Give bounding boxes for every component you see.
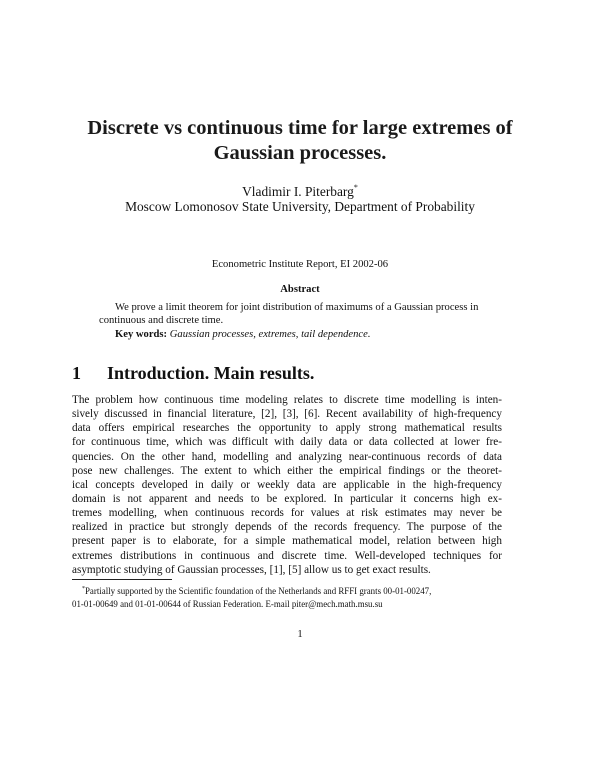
text-line: data offers empirical researches the opportunity to apply strong mathematical results — [72, 422, 502, 435]
report-number: Econometric Institute Report, EI 2002-06 — [211, 259, 389, 270]
text-line: realized in practice but strongly depends of the records frequency. The purpose of the — [72, 521, 502, 534]
keywords-list: Gaussian processes, extremes, tail dependence. — [169, 328, 371, 340]
page-number: 1 — [297, 629, 303, 640]
abstract-body — [99, 301, 501, 341]
abstract-heading: Abstract — [280, 284, 320, 295]
keywords-label: Key words: — [115, 328, 168, 340]
text-line: extremes distributions in continuous and discrete time. Well-developed techniques for — [72, 549, 502, 562]
footnote-divider — [72, 579, 172, 580]
text-line: The problem how continuous time modeling relates to discrete time modelling is inten- — [72, 394, 502, 406]
text-line: domain is not apparent and needs to be explored. In particular it concerns high ex- — [72, 492, 502, 505]
text-line: present paper is to elaborate, for a simple mathematical model, relation between high — [72, 535, 502, 548]
text-line: sively discussed in financial literature, [2], [3], [6]. Recent availability of high-frequency — [72, 408, 502, 421]
footnote-line: 01-01-00649 and 01-01-00644 of Russian Federation. E-mail piter@mech.math.msu.su — [72, 598, 383, 609]
section-title: Introduction. Main results. — [107, 363, 315, 383]
text-line: ical concepts developed in daily or weekly data are applicable in the high-frequency — [72, 478, 502, 491]
author-footnote-mark[interactable]: * — [353, 183, 358, 192]
section-number: 1 — [72, 363, 81, 383]
introduction-paragraph — [72, 393, 502, 577]
footnote — [72, 583, 502, 610]
footnote-mark: * — [82, 586, 85, 592]
paper-title — [60, 116, 540, 166]
title-line: Discrete vs continuous time for large extremes of — [87, 117, 513, 139]
text-line: asymptotic studying of Gaussian processes, [1], [5] allow us to get exact results. — [72, 563, 431, 576]
text-line: pose new challenges. The extent to which either the empirical findings or the theoret- — [72, 464, 502, 477]
author-text: Vladimir I. Piterbarg — [242, 184, 354, 199]
text-line: tremes modelling, when continuous records for values at risk estimates may never be — [72, 507, 502, 520]
text-line: quencies. On the other hand, modelling and analyzing near-continuous records of data — [72, 450, 502, 463]
keywords — [99, 328, 501, 341]
abstract-text: We prove a limit theorem for joint distribution of maximums of a Gaussian process in continuous and discrete time. — [99, 302, 479, 327]
text-line: for continuous time, which was difficult with daily data or data collected at lower fre- — [72, 436, 502, 449]
author-affiliation: Moscow Lomonosov State University, Department of Probability — [125, 199, 475, 214]
section-heading — [72, 362, 314, 384]
footnote-text: Partially supported by the Scientific foundation of the Netherlands and RFFI grants 00-01-00247, — [85, 586, 432, 596]
title-line: Gaussian processes. — [213, 142, 387, 164]
footnote-line — [72, 583, 502, 598]
